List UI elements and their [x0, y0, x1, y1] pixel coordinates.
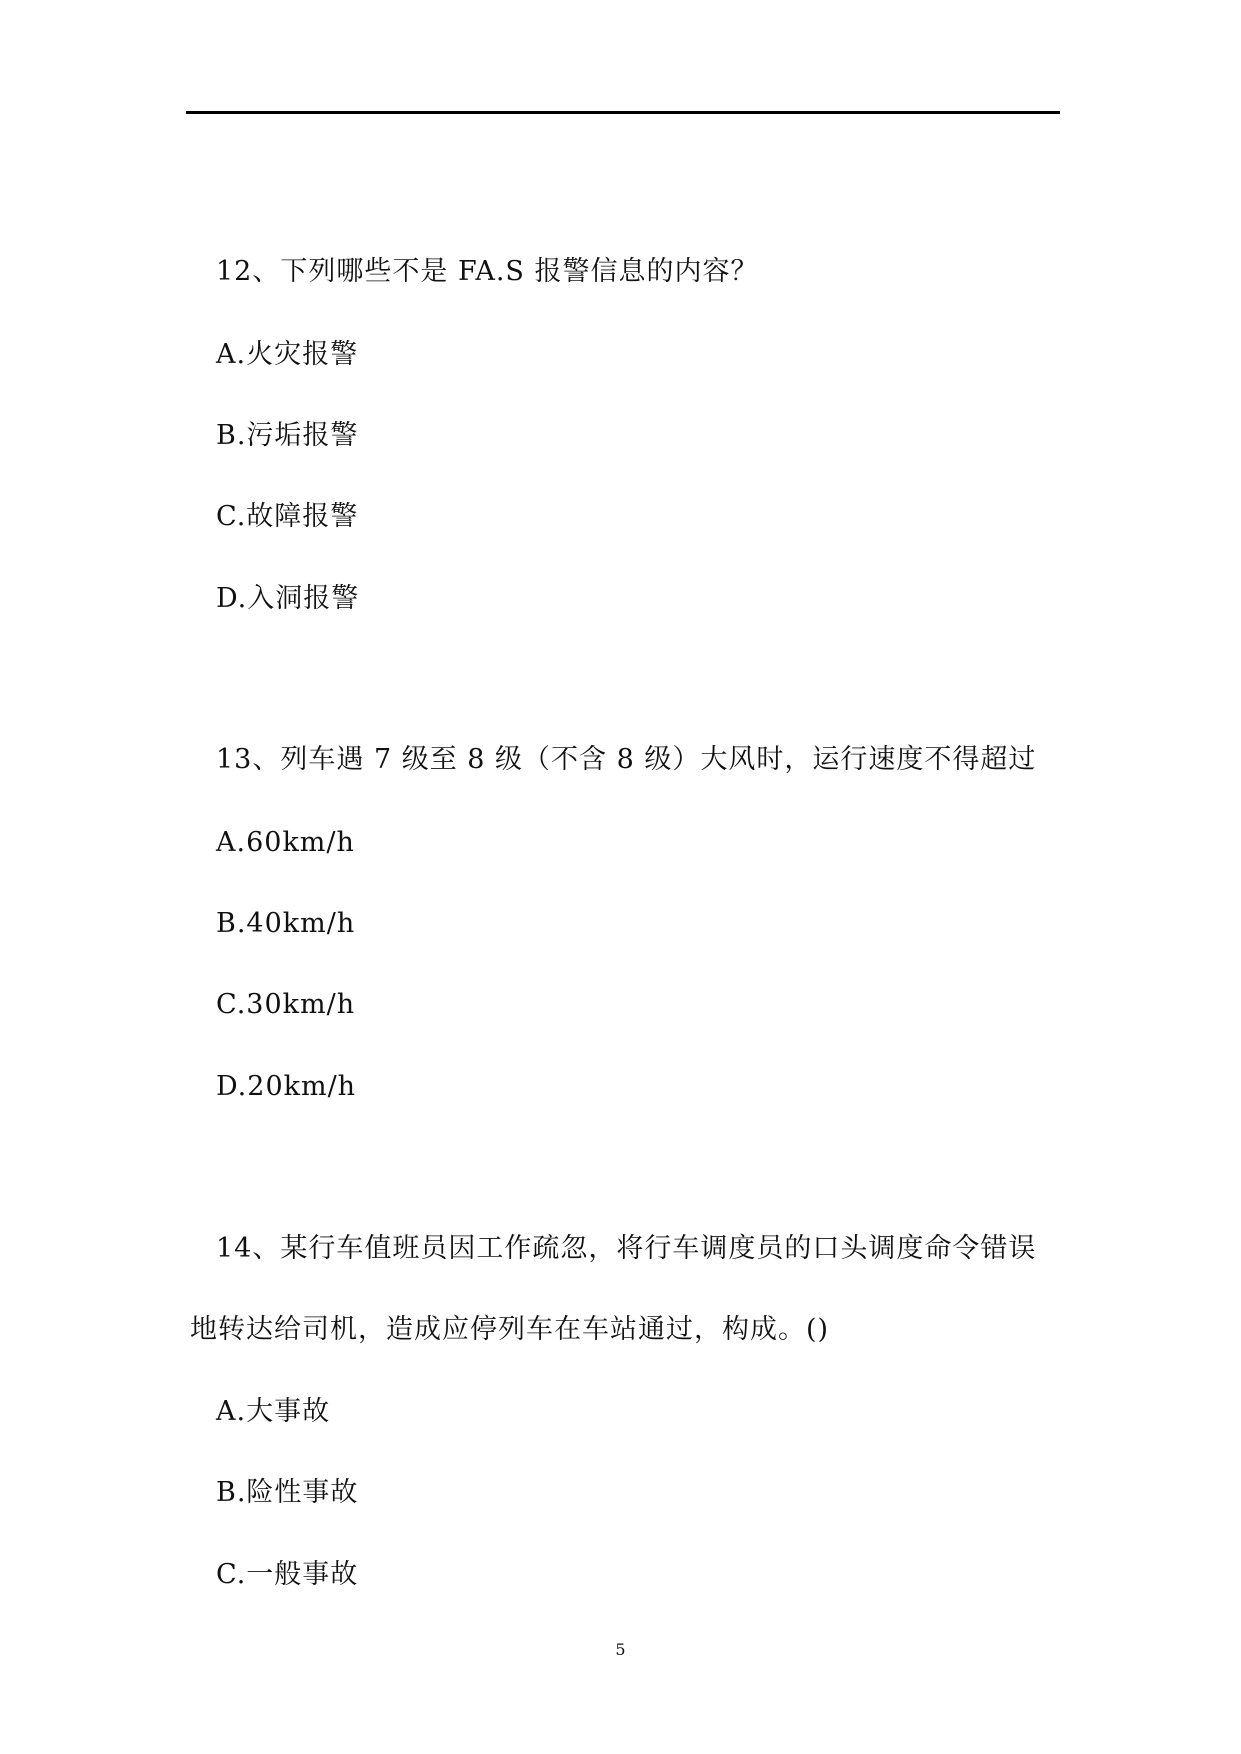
header-rule — [186, 111, 1060, 114]
question-13-option-b: B.40km/h — [216, 908, 356, 939]
question-14-option-b: B.险性事故 — [216, 1477, 359, 1508]
question-12-option-d: D.入洞报警 — [216, 583, 360, 614]
question-14-stem-line-1: 14、某行车值班员因工作疏忽，将行车调度员的口头调度命令错误 — [216, 1233, 1037, 1264]
question-13-option-c: C.30km/h — [216, 989, 356, 1020]
question-12-stem: 12、下列哪些不是 FA.S 报警信息的内容？ — [216, 256, 759, 287]
question-13-option-a: A.60km/h — [216, 827, 355, 858]
question-12-option-a: A.火灾报警 — [216, 339, 359, 370]
question-13-option-d: D.20km/h — [216, 1071, 357, 1102]
question-14-option-c: C.一般事故 — [216, 1559, 359, 1590]
question-13-stem: 13、列车遇 7 级至 8 级（不含 8 级）大风时，运行速度不得超过 — [216, 744, 1037, 775]
question-12-option-c: C.故障报警 — [216, 501, 359, 532]
question-14-stem-line-2: 地转达给司机，造成应停列车在车站通过，构成。() — [190, 1314, 830, 1345]
page-number: 5 — [615, 1640, 626, 1659]
question-12-option-b: B.污垢报警 — [216, 420, 359, 451]
question-14-option-a: A.大事故 — [216, 1396, 331, 1427]
